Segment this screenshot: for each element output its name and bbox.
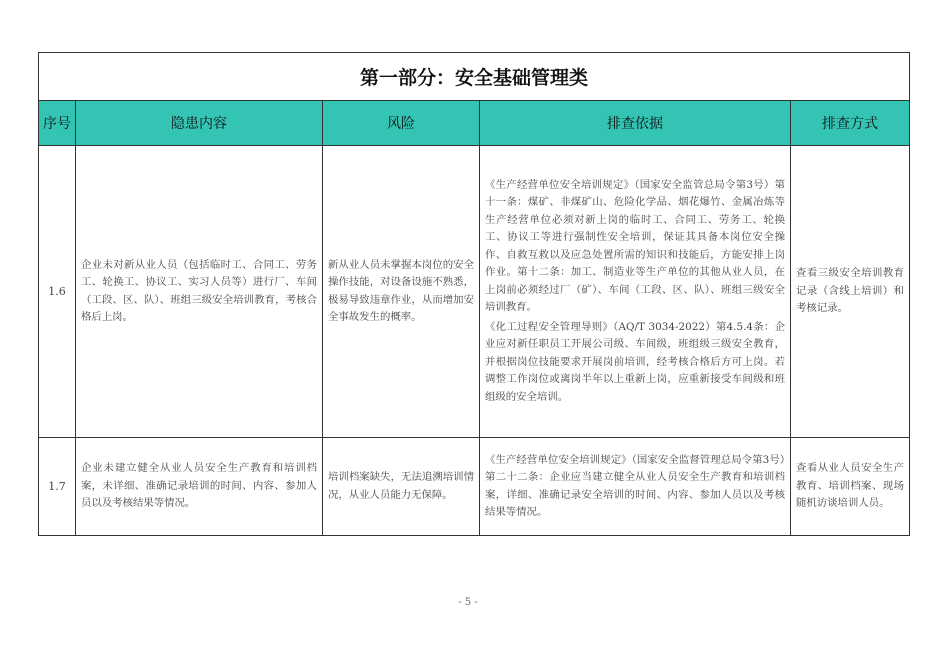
basis-cell — [480, 438, 791, 536]
header-hazard: 隐患内容 — [76, 101, 323, 146]
header-risk: 风险 — [323, 101, 480, 146]
page-number: - 5 - — [458, 597, 478, 608]
method-cell: 查看三级安全培训教育记录（含线上培训）和考核记录。 — [791, 146, 910, 438]
row-number: 1.7 — [39, 438, 76, 536]
table-row — [39, 438, 910, 536]
risk-cell: 培训档案缺失，无法追溯培训情况，从业人员能力无保障。 — [323, 438, 480, 536]
title-row — [39, 53, 910, 101]
header-method: 排查方式 — [791, 101, 910, 146]
table-title: 第一部分：安全基础管理类 — [39, 53, 910, 101]
header-number: 序号 — [39, 101, 76, 146]
basis-paragraph: 《化工过程安全管理导则》（AQ/T 3034-2022）第4.5.4条：企业应对新任职员工开展公司级、车间级，班组级三级安全教育，并根据岗位技能要求开展岗前培训，经考核合格后方可上岗。若调整工作岗位或离岗半年以上重新上岗，应重新接受车间级和班组级的安全培训。 — [485, 320, 785, 403]
basis-paragraph: 《生产经营单位安全培训规定》（国家安全监督管理总局令第3号）第二十二条：企业应当建立健全从业人员安全生产教育和培训档案，详细、准确记录安全培训的时间、内容、参加人员以及考核结果等情况。 — [485, 453, 785, 518]
hazard-cell: 企业未建立健全从业人员安全生产教育和培训档案，未详细、准确记录培训的时间、内容、参加人员以及考核结果等情况。 — [76, 438, 323, 536]
basis-paragraph: 《生产经营单位安全培训规定》（国家安全监管总局令第3号）第十一条：煤矿、非煤矿山、危险化学品、烟花爆竹、金属冶炼等生产经营单位必须对新上岗的临时工、合同工、劳务工、轮换工、协议工等进行强制性安全培训，保证其具备本岗位安全操作、自救互救以及应急处置所需的知识和技能后，方能安排上岗作业。第十二条：加工、制造业等生产单位的其他从业人员，在上岗前必须经过厂（矿）、车间（工段、区、队）、班组三级安全培训教育。 — [485, 178, 785, 314]
header-basis: 排查依据 — [480, 101, 791, 146]
hazard-table — [38, 52, 910, 536]
header-row — [39, 101, 910, 146]
method-cell: 查看从业人员安全生产教育、培训档案、现场随机访谈培训人员。 — [791, 438, 910, 536]
row-number: 1.6 — [39, 146, 76, 438]
basis-cell — [480, 146, 791, 438]
table-row — [39, 146, 910, 438]
hazard-cell: 企业未对新从业人员（包括临时工、合同工、劳务工、轮换工、协议工、实习人员等）进行厂、车间（工段、区、队）、班组三级安全培训教育，考核合格后上岗。 — [76, 146, 323, 438]
risk-cell: 新从业人员未掌握本岗位的安全操作技能，对设备设施不熟悉，极易导致违章作业，从而增加安全事故发生的概率。 — [323, 146, 480, 438]
